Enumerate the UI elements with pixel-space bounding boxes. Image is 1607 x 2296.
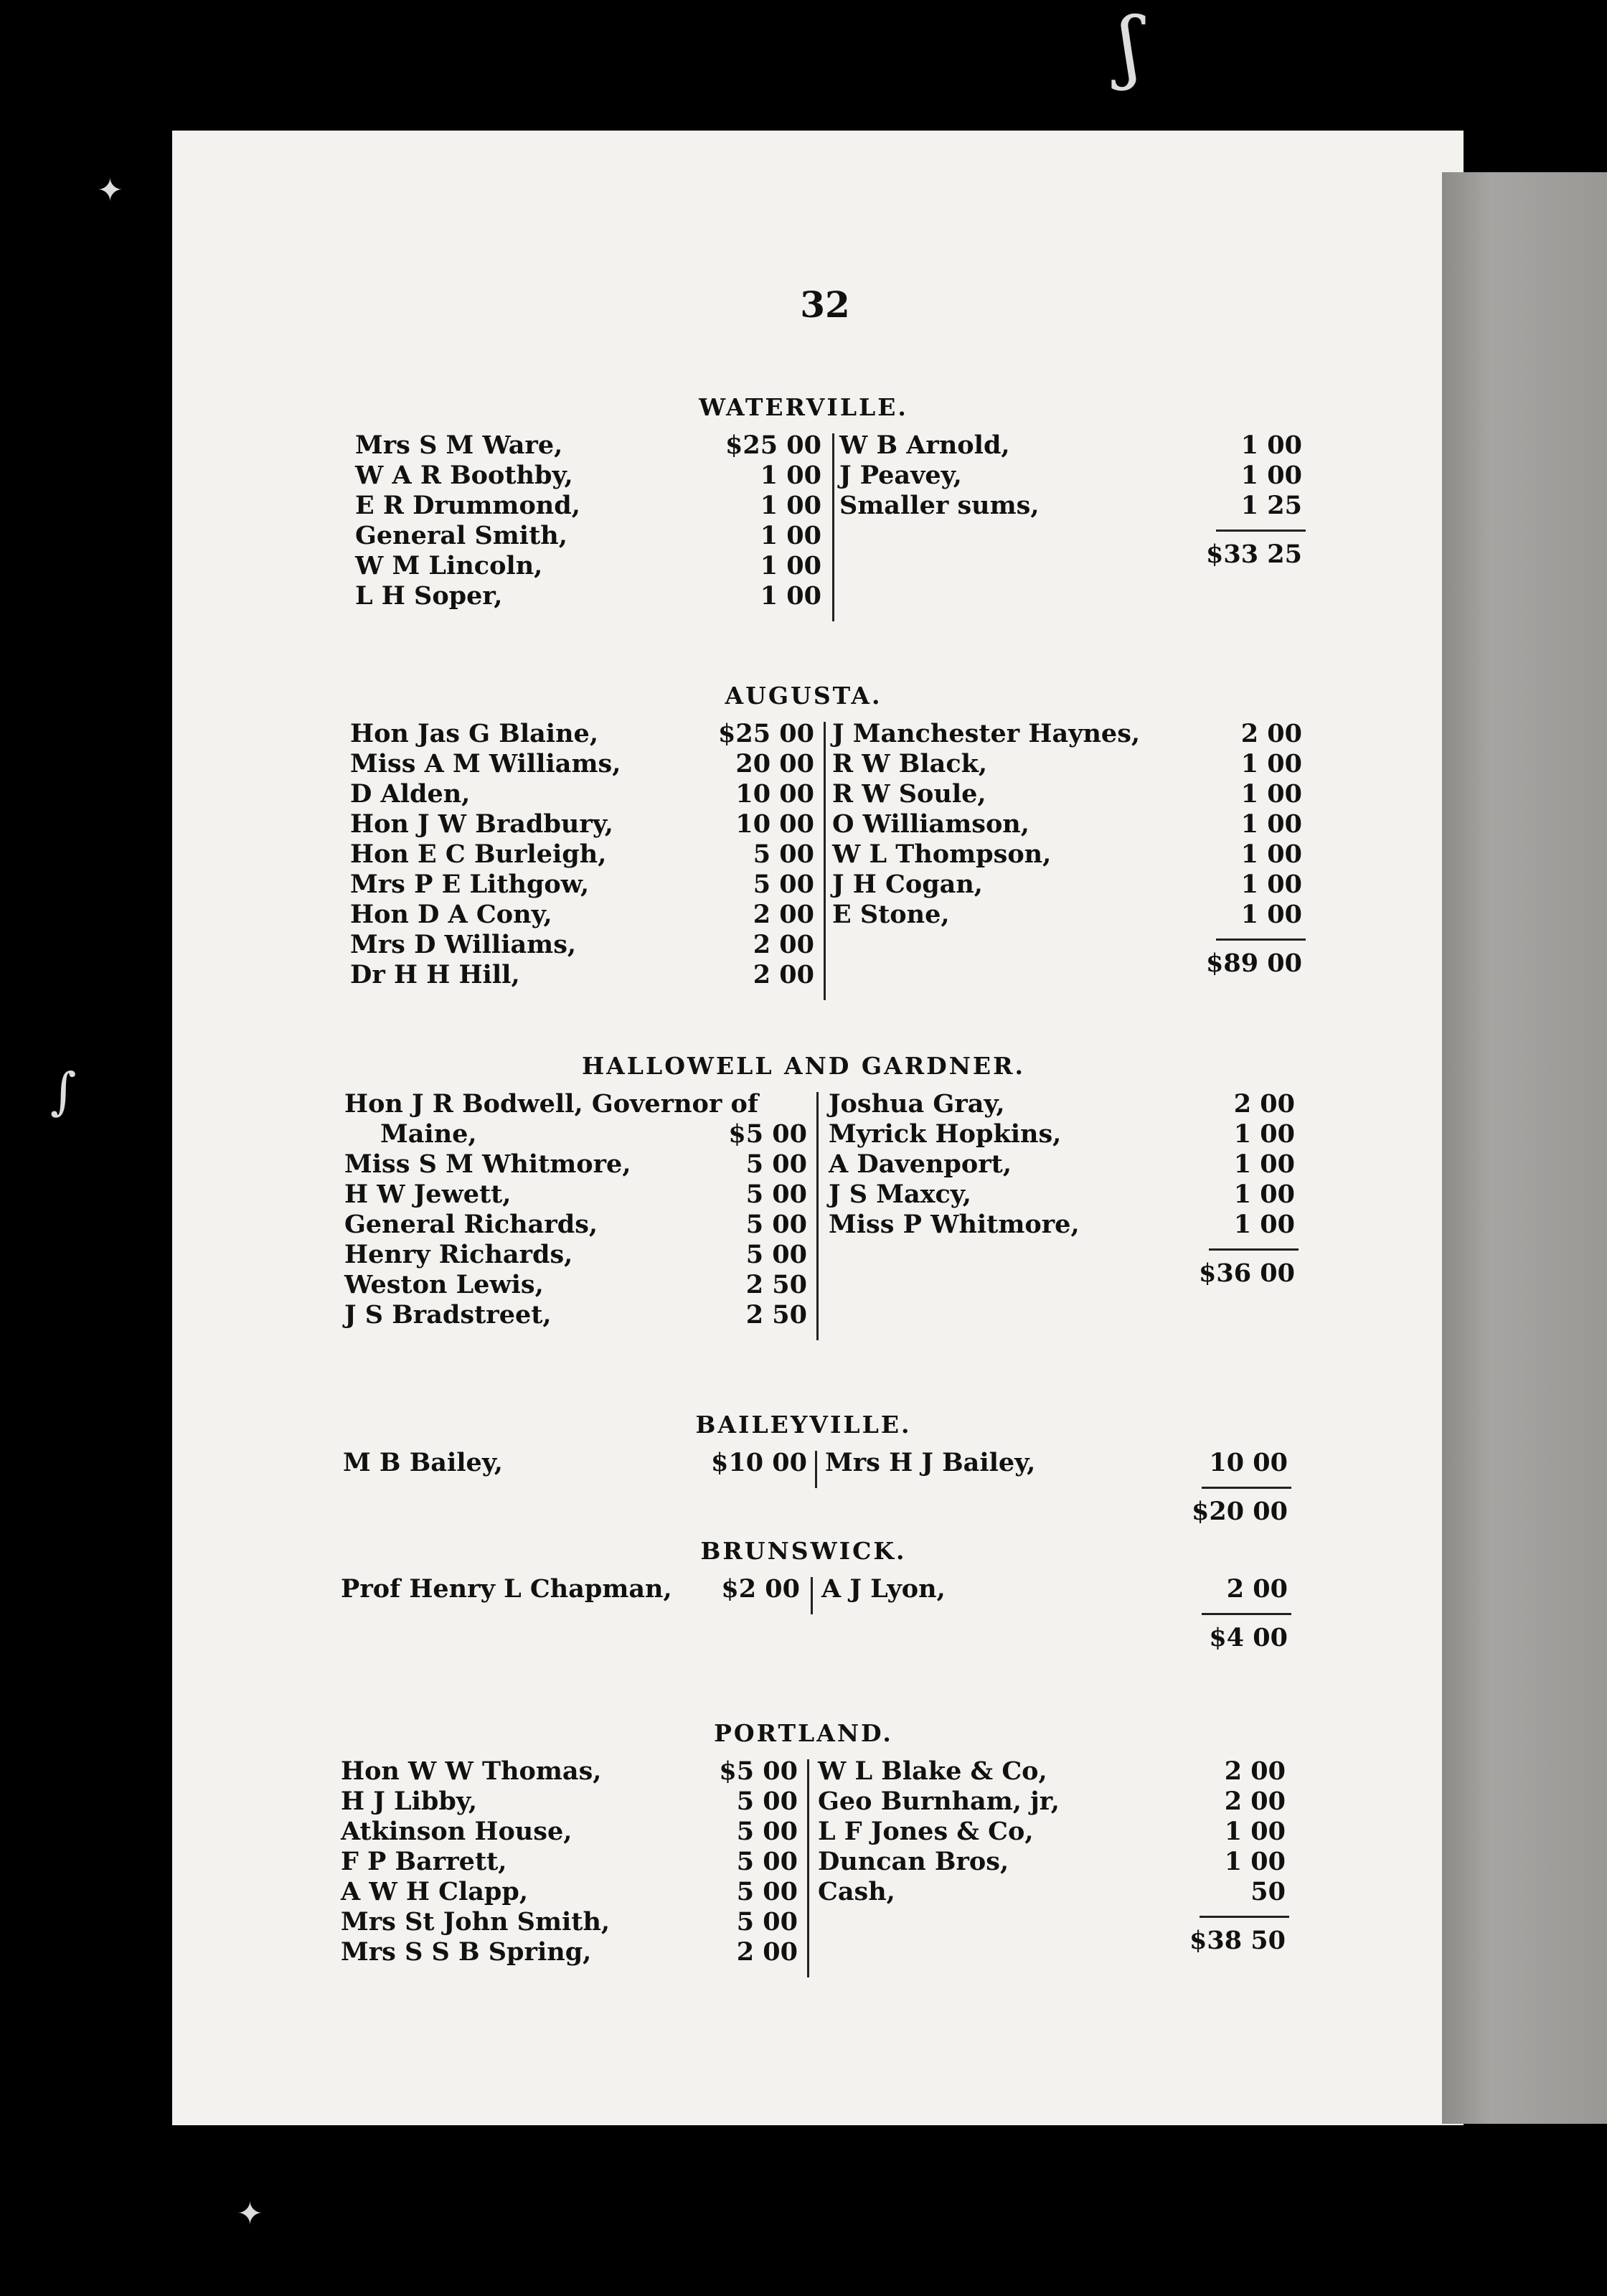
donation-amount: 5 00	[753, 839, 814, 869]
section-total: $20 00	[1192, 1497, 1288, 1526]
donation-amount: 1 00	[1233, 1210, 1295, 1239]
donation-amount: 10 00	[735, 779, 814, 809]
donor-name: E R Drummond,	[355, 491, 580, 520]
donation-amount: $5 00	[719, 1756, 798, 1786]
donation-amount: $25 00	[725, 430, 821, 460]
donor-name: Miss P Whitmore,	[829, 1210, 1080, 1239]
donation-amount: 5 00	[745, 1210, 807, 1239]
donor-name: Dr H H Hill,	[350, 960, 520, 989]
donor-name: L F Jones & Co,	[818, 1817, 1034, 1846]
donation-amount: 5 00	[745, 1180, 807, 1209]
donor-name: W L Thompson,	[832, 839, 1052, 869]
donor-name: Hon J R Bodwell, Governor of	[344, 1089, 758, 1119]
total-rule	[1200, 1916, 1289, 1918]
donation-amount: 1 00	[760, 581, 821, 611]
donation-amount: 1 00	[760, 491, 821, 520]
donation-amount: 2 50	[745, 1270, 807, 1299]
column-divider	[832, 433, 834, 621]
donor-name: Mrs P E Lithgow,	[350, 870, 590, 899]
column-divider	[815, 1451, 817, 1488]
donation-amount: 1 00	[1240, 900, 1302, 929]
total-rule	[1216, 938, 1306, 941]
donation-amount: 1 00	[1240, 779, 1302, 809]
donation-amount: 1 00	[1240, 809, 1302, 839]
donation-amount: 5 00	[736, 1877, 798, 1906]
speck-mark: ∫	[50, 1062, 77, 1121]
donation-amount: 5 00	[736, 1787, 798, 1816]
donor-name: F P Barrett,	[341, 1847, 507, 1876]
donor-name: O Williamson,	[832, 809, 1029, 839]
book-spine-edge	[1442, 172, 1607, 2124]
donor-name: Mrs S M Ware,	[355, 430, 563, 460]
donation-amount: 1 00	[1240, 839, 1302, 869]
section-title: HALLOWELL AND GARDNER.	[582, 1052, 1025, 1080]
section-title: BRUNSWICK.	[700, 1537, 907, 1565]
donor-name: W A R Boothby,	[355, 461, 573, 490]
donation-amount: 10 00	[1209, 1448, 1288, 1477]
donor-name: J S Bradstreet,	[344, 1300, 552, 1330]
donor-name: A Davenport,	[829, 1149, 1012, 1179]
donation-amount: 1 00	[760, 551, 821, 580]
donation-amount: 5 00	[745, 1240, 807, 1269]
donor-name: Henry Richards,	[344, 1240, 573, 1269]
donation-amount: 5 00	[736, 1907, 798, 1937]
section-total: $89 00	[1206, 949, 1302, 978]
donor-name: Mrs St John Smith,	[341, 1907, 611, 1937]
donor-name: Geo Burnham, jr,	[818, 1787, 1060, 1816]
donation-amount: 2 00	[1226, 1574, 1288, 1604]
donation-amount: 2 00	[753, 930, 814, 959]
donor-name: Atkinson House,	[341, 1817, 572, 1846]
donation-amount: 5 00	[736, 1847, 798, 1876]
donor-name: Weston Lewis,	[344, 1270, 544, 1299]
donor-name: Prof Henry L Chapman,	[341, 1574, 672, 1604]
section-total: $33 25	[1206, 540, 1302, 569]
donor-name: A J Lyon,	[821, 1574, 946, 1604]
donor-name: Hon E C Burleigh,	[350, 839, 607, 869]
speck-mark: ✦	[97, 172, 123, 209]
section-total: $4 00	[1209, 1623, 1288, 1652]
total-rule	[1202, 1487, 1291, 1489]
section-title: WATERVILLE.	[699, 393, 908, 421]
donation-amount: 1 00	[1240, 749, 1302, 778]
donor-name: W B Arnold,	[839, 430, 1010, 460]
section-title: AUGUSTA.	[725, 682, 882, 710]
thread-mark: ʃ	[1119, 0, 1141, 92]
donation-amount: 2 00	[1240, 719, 1302, 748]
donation-amount: 2 00	[1224, 1756, 1286, 1786]
donation-amount: 2 00	[736, 1937, 798, 1967]
donor-name: Hon W W Thomas,	[341, 1756, 602, 1786]
donation-amount: 1 00	[1233, 1119, 1295, 1149]
section-title: PORTLAND.	[714, 1719, 893, 1747]
donor-name: General Smith,	[355, 521, 567, 550]
donor-name: W M Lincoln,	[355, 551, 543, 580]
donor-name: W L Blake & Co,	[818, 1756, 1047, 1786]
donor-name: Duncan Bros,	[818, 1847, 1009, 1876]
donation-amount: $2 00	[721, 1574, 800, 1604]
donation-amount: $10 00	[711, 1448, 807, 1477]
donor-name: H W Jewett,	[344, 1180, 512, 1209]
donor-name: J H Cogan,	[832, 870, 983, 899]
donation-amount: 2 00	[1233, 1089, 1295, 1119]
donor-name: Smaller sums,	[839, 491, 1040, 520]
speck-mark: ✦	[237, 2196, 263, 2232]
section-title: BAILEYVILLE.	[695, 1411, 912, 1439]
donor-name: Mrs S S B Spring,	[341, 1937, 592, 1967]
total-rule	[1216, 530, 1306, 532]
donation-amount: 1 00	[1240, 870, 1302, 899]
donation-amount: 1 00	[760, 521, 821, 550]
donor-name: Hon D A Cony,	[350, 900, 552, 929]
donor-name: R W Soule,	[832, 779, 986, 809]
donation-amount: $25 00	[718, 719, 814, 748]
donor-name: Joshua Gray,	[829, 1089, 1005, 1119]
page-number: 32	[800, 283, 850, 326]
donor-name: Maine,	[380, 1119, 477, 1149]
donation-amount: 1 00	[1224, 1817, 1286, 1846]
donation-amount: 10 00	[735, 809, 814, 839]
donor-name: J S Maxcy,	[829, 1180, 971, 1209]
donation-amount: 1 00	[760, 461, 821, 490]
donation-amount: 2 50	[745, 1300, 807, 1330]
donor-name: Myrick Hopkins,	[829, 1119, 1062, 1149]
donation-amount: 5 00	[745, 1149, 807, 1179]
donor-name: General Richards,	[344, 1210, 598, 1239]
donation-amount: 2 00	[753, 960, 814, 989]
donor-name: R W Black,	[832, 749, 988, 778]
donation-amount: 1 00	[1240, 461, 1302, 490]
donation-amount: 1 00	[1233, 1149, 1295, 1179]
donation-amount: 1 25	[1240, 491, 1302, 520]
donation-amount: 5 00	[736, 1817, 798, 1846]
column-divider	[824, 722, 826, 1000]
total-rule	[1209, 1248, 1299, 1251]
donor-name: A W H Clapp,	[341, 1877, 529, 1906]
donation-amount: 5 00	[753, 870, 814, 899]
donor-name: D Alden,	[350, 779, 471, 809]
donation-amount: 1 00	[1233, 1180, 1295, 1209]
donor-name: Miss A M Williams,	[350, 749, 621, 778]
donor-name: J Peavey,	[839, 461, 962, 490]
donor-name: E Stone,	[832, 900, 950, 929]
donation-amount: 50	[1250, 1877, 1286, 1906]
donation-amount: 2 00	[753, 900, 814, 929]
donor-name: L H Soper,	[355, 581, 503, 611]
donation-amount: 1 00	[1224, 1847, 1286, 1876]
donor-name: H J Libby,	[341, 1787, 478, 1816]
donor-name: M B Bailey,	[343, 1448, 503, 1477]
section-total: $38 50	[1189, 1926, 1286, 1955]
donation-amount: 1 00	[1240, 430, 1302, 460]
donor-name: J Manchester Haynes,	[832, 719, 1141, 748]
column-divider	[816, 1092, 819, 1340]
column-divider	[807, 1759, 809, 1977]
donor-name: Hon J W Bradbury,	[350, 809, 613, 839]
donation-amount: 2 00	[1224, 1787, 1286, 1816]
donation-amount: 20 00	[735, 749, 814, 778]
donor-name: Mrs D Williams,	[350, 930, 577, 959]
donor-name: Hon Jas G Blaine,	[350, 719, 599, 748]
donor-name: Mrs H J Bailey,	[825, 1448, 1036, 1477]
total-rule	[1202, 1613, 1291, 1615]
section-total: $36 00	[1199, 1258, 1295, 1288]
column-divider	[811, 1577, 813, 1614]
donor-name: Miss S M Whitmore,	[344, 1149, 631, 1179]
donor-name: Cash,	[818, 1877, 895, 1906]
donation-amount: $5 00	[728, 1119, 807, 1149]
